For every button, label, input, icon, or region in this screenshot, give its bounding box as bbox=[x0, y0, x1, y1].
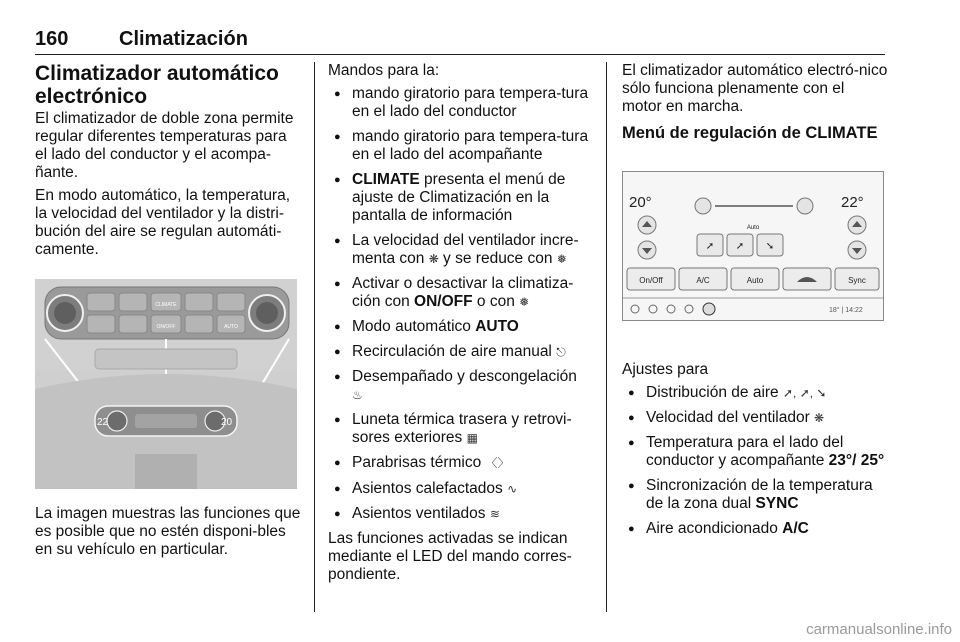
svg-text:➚: ➚ bbox=[705, 241, 715, 252]
panel-temp-left: 22 bbox=[97, 417, 109, 428]
list-item: ● Asientos ventilados ≋ bbox=[328, 505, 590, 523]
windshield-heat-icon: 〈〉 bbox=[485, 456, 510, 471]
list-item: ● Distribución de aire ➚, ➚, ➘ bbox=[622, 384, 888, 402]
fan-up-icon: ❋ bbox=[428, 252, 439, 266]
svg-text:➘: ➘ bbox=[765, 241, 775, 252]
list-item: ● Sincronización de la temperatura de la zona dual SYNC bbox=[622, 477, 888, 513]
screen-auto-small: Auto bbox=[746, 225, 760, 231]
auto-mode-paragraph: En modo automático, la temperatura, la velocidad del ventilador y la distri-bución del aire se regulan automáti-camente. bbox=[35, 187, 291, 258]
list-item: ● La velocidad del ventilador incre-menta con ❋ y se reduce con ❅ bbox=[328, 232, 590, 268]
panel-temp-right: 20 bbox=[221, 417, 233, 428]
adjust-list bbox=[622, 384, 888, 538]
climate-panel-illustration bbox=[35, 279, 297, 489]
column-3 bbox=[622, 62, 888, 545]
list-item: ● Luneta térmica trasera y retrovi-sores exteriores ▦ bbox=[328, 411, 590, 447]
climate-menu-heading: Menú de regulación de CLIMATE bbox=[622, 124, 878, 142]
list-item: ● CLIMATE presenta el menú de ajuste de Climatización en la pantalla de información bbox=[328, 171, 590, 225]
list-item: ● Temperatura para el lado del conductor y acompañante 23°/ 25° bbox=[622, 434, 888, 470]
list-item: ● Aire acondicionado A/C bbox=[622, 520, 888, 538]
panel-onoff-label: ON/OFF bbox=[156, 324, 176, 330]
watermark: carmanualsonline.info bbox=[806, 621, 952, 638]
section-title: Climatización bbox=[119, 28, 248, 50]
photo-caption: La imagen muestras las funciones que es posible que no estén disponi-bles en su vehículo en particular. bbox=[35, 505, 301, 558]
list-item: ● mando giratorio para tempera-tura en el lado del acompañante bbox=[328, 128, 590, 164]
screen-temp-left: 20° bbox=[629, 194, 652, 211]
column-divider bbox=[606, 62, 607, 612]
column-2 bbox=[328, 62, 590, 589]
screen-ac-button: A/C bbox=[696, 276, 710, 285]
air-distribution-icon: ➚, ➚, ➘ bbox=[782, 386, 827, 400]
controls-intro: Mandos para la: bbox=[328, 62, 440, 79]
list-item: ● mando giratorio para tempera-tura en el lado del conductor bbox=[328, 85, 590, 121]
column-1 bbox=[35, 62, 301, 564]
list-item: ● Activar o desactivar la climatiza-ción con ON/OFF o con ❅ bbox=[328, 275, 590, 311]
controls-list bbox=[328, 85, 590, 523]
ventilated-seat-icon: ≋ bbox=[489, 506, 500, 521]
list-item: ● Asientos calefactados ∿ bbox=[328, 480, 590, 498]
climate-menu-screenshot bbox=[622, 171, 884, 321]
list-item: ● Parabrisas térmico 〈〉 bbox=[328, 454, 590, 472]
list-item: ● Recirculación de aire manual ⎋ bbox=[328, 343, 590, 361]
main-heading: Climatizador automático electrónico bbox=[35, 62, 279, 108]
screen-auto-button: Auto bbox=[746, 276, 764, 285]
defrost-max-icon: ♨ bbox=[352, 388, 363, 403]
list-item: ● Velocidad del ventilador ❋ bbox=[622, 409, 888, 427]
list-item: ● Desempañado y descongelación ♨ bbox=[328, 368, 590, 404]
recirculation-icon: ⎋ bbox=[556, 345, 566, 360]
screen-sync-button: Sync bbox=[848, 276, 866, 285]
screen-status: 18° | 14:22 bbox=[829, 307, 863, 314]
screen-onoff-button: On/Off bbox=[639, 276, 663, 285]
climate-menu-illustration bbox=[623, 172, 883, 320]
svg-text:➚: ➚ bbox=[735, 241, 745, 252]
page-header bbox=[35, 28, 885, 55]
climate-icon bbox=[703, 303, 715, 315]
column-divider bbox=[314, 62, 315, 612]
heated-seat-icon: ∿ bbox=[507, 481, 518, 496]
adjust-intro: Ajustes para bbox=[622, 361, 709, 378]
rear-defrost-icon: ▦ bbox=[466, 431, 478, 446]
panel-auto-label: AUTO bbox=[224, 324, 238, 330]
page-number: 160 bbox=[35, 28, 69, 50]
intro-paragraph: El climatizador de doble zona permite regular diferentes temperaturas para el lado del conductor y el acompa-ñante. bbox=[35, 110, 294, 181]
engine-note: El climatizador automático electró-nico sólo funciona plenamente con el motor en marcha. bbox=[622, 62, 888, 115]
fan-off-icon: ❅ bbox=[519, 295, 530, 310]
screen-temp-right: 22° bbox=[841, 194, 864, 211]
fan-down-icon: ❅ bbox=[556, 252, 567, 266]
fan-speed-icon: ❋ bbox=[814, 411, 825, 426]
climate-panel-photo bbox=[35, 279, 297, 489]
panel-climate-label: CLIMATE bbox=[155, 302, 177, 308]
led-note: Las funciones activadas se indican mediante el LED del mando corres-pondiente. bbox=[328, 529, 572, 583]
list-item: ● Modo automático AUTO bbox=[328, 318, 590, 336]
